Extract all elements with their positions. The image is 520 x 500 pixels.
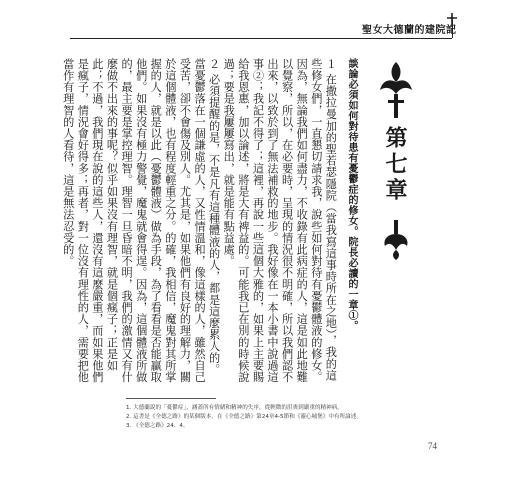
fleur-ornament-icon: [381, 220, 411, 260]
header-rule: [70, 38, 452, 39]
paragraph: ２ 必須提醒的是，不是凡有這種體液的人，都是這麼累人的。當憂鬱落在一個謙虛的人，又性情溫和，像這樣的人，雖然自己受苦，卻不會傷及別人。尤其是，如果他們有良好的理解力，關於這個體液，也有程度輕重之分。的確，我相信，魔鬼對其所掌握的人，就是以此（憂鬱體液）做為手段，為了看看是否能贏取他們。如果沒有極力警覺，魔鬼就會得逞。因為，這個體液所做的，最主要是掌控理智。理智一旦昏暗不明，我們的激情又有什麼做不出來的事呢？似乎如果沒有理智，就是個瘋子；正是如此；不過，我們現在說的這些人，還沒有這麼嚴重，而如果他們是瘋子，情況會好得多；再者，對一位沒有理性的人，需要把他當作有理智的人看待，這是無法忍受的。: [61, 58, 221, 383]
paragraph: １ 在撒拉曼加的聖若瑟隱院（當我寫這事時所在之地），我的這些修女們，一直懇切請求我，說些如何對待有憂鬱體液的修女。因為，無論我們如何盡力，不收錄有此病症的人，這是如此地難以覺察，所以，在必要時，呈現的情況很不明確，所以我們認不出來，以致於到了無法補救的地步。我好像在一本小書中說過這事②；我記不得了；這裡，再說一些這個大雅的，如果上主要賜給我恩惠，加以論述，將是大有裨益的。可能我已在別的時候說過；要是我屢屢寫出，就是能有點益處。: [222, 58, 338, 383]
footnote: 2. 這書是《全德之路》的某個版本，在《全德之路》第24章4-5節和《靈心城堡》中有所論述。: [126, 414, 362, 420]
footnotes: [126, 404, 446, 431]
cross-icon: [444, 12, 460, 28]
chapter-subtitle: 談論必須如何對待患有憂鬱症的修女。院長必讀的一章①。: [346, 58, 357, 331]
fleur-ornament-icon: [378, 60, 414, 120]
chapter-body: [61, 58, 358, 386]
chapter-heading-block: [370, 60, 420, 290]
footnote: 1. 大德蘭說的「憂鬱症」，涵蓋所有情緒和精神的失序，從輕微的沮喪到嚴重的精神病。: [126, 405, 343, 411]
running-header-title: 聖女大德蘭的建院記: [362, 25, 457, 36]
chapter-title: 第七章: [382, 126, 408, 204]
footnote-rule: [126, 398, 216, 399]
footnote: 3. 《全德之路》24．4。: [126, 423, 189, 429]
page-number: 74: [428, 441, 437, 451]
